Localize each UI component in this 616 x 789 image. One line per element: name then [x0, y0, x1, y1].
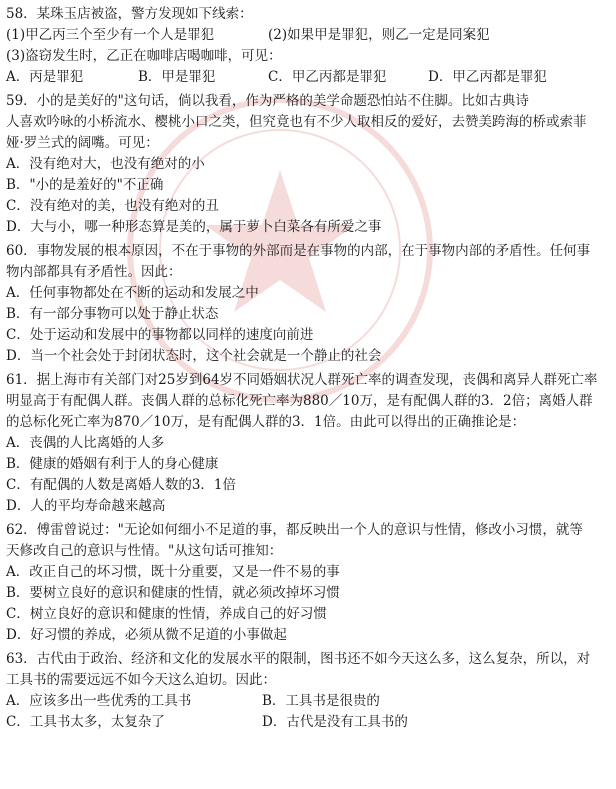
option-c[interactable]: C．树立良好的意识和健康的性情，养成自己的好习惯 — [6, 606, 327, 622]
option-d[interactable]: D．大与小，哪一种形态算是美的，属于萝卜白菜各有所爱之事 — [6, 219, 382, 235]
question-61 — [6, 370, 610, 517]
option-c[interactable]: C．工具书太多，太复杂了 — [6, 714, 165, 730]
option-a[interactable]: A．任何事物都处在不断的运动和发展之中 — [6, 285, 259, 301]
option-d[interactable]: D．好习惯的养成，必须从微不足道的小事做起 — [6, 627, 287, 643]
clue-2: (2)如果甲是罪犯，则乙一定是同案犯 — [268, 27, 490, 43]
question-stem-line: 娅·罗兰式的阔嘴。可见： — [6, 135, 159, 151]
exam-page — [6, 4, 610, 733]
option-b[interactable]: B．工具书是很贵的 — [262, 693, 380, 709]
options-row — [6, 67, 610, 88]
option-d[interactable]: D．人的平均寿命越来越高 — [6, 498, 166, 514]
clue-row — [6, 25, 610, 46]
option-b[interactable]: B．有一部分事物可以处于静止状态 — [6, 306, 219, 322]
question-stem-line: 63．古代由于政治、经济和文化的发展水平的限制，图书还不如今天这么多，这么复杂，所以，对 — [6, 651, 591, 667]
option-a[interactable]: A．改正自己的坏习惯，既十分重要，又是一件不易的事 — [6, 564, 340, 580]
clue-1: (1)甲乙丙三个至少有一个人是罪犯 — [6, 27, 215, 43]
question-stem-line: 天修改自己的意识与性情。"从这句话可推知： — [6, 543, 283, 559]
option-b[interactable]: B．甲是罪犯 — [138, 69, 216, 85]
question-stem-line: 物内部都具有矛盾性。因此： — [6, 264, 182, 280]
question-stem-line: 人喜欢吟咏的小桥流水、樱桃小口之类，但究竟也有不少人取相反的爱好，去赞美跨海的桥或索菲 — [6, 114, 587, 130]
question-stem: 58．某珠玉店被盗，警方发现如下线索： — [6, 6, 253, 22]
question-stem-line: 59．小的是美好的"这句话，倘以我看，作为严格的美学命题恐怕站不住脚。比如古典诗 — [6, 93, 529, 109]
option-a[interactable]: A．丙是罪犯 — [6, 69, 84, 85]
option-c[interactable]: C．有配偶的人数是离婚人数的3．1倍 — [6, 477, 237, 493]
question-stem-line: 61．据上海市有关部门对25岁到64岁不同婚姻状况人群死亡率的调查发现，丧偶和离异人群死亡率 — [6, 372, 598, 388]
question-stem-line: 明显高于有配偶人群。丧偶人群的总标化死亡率为880／10万，是有配偶人群的3．2倍；离婚人群 — [6, 393, 593, 409]
option-a[interactable]: A．没有绝对大，也没有绝对的小 — [6, 156, 205, 172]
clue-3: (3)盗窃发生时，乙正在咖啡店喝咖啡，可见： — [6, 48, 282, 64]
option-c[interactable]: C．没有绝对的美，也没有绝对的丑 — [6, 198, 219, 214]
question-stem-line: 62．傅雷曾说过："无论如何细小不足道的事，都反映出一个人的意识与性情，修改小习惯，就等 — [6, 522, 583, 538]
options-row — [6, 691, 610, 712]
option-c[interactable]: C．处于运动和发展中的事物都以同样的速度向前进 — [6, 327, 314, 343]
question-60 — [6, 241, 610, 367]
options-row — [6, 712, 610, 733]
option-c[interactable]: C．甲乙丙都是罪犯 — [268, 69, 387, 85]
option-a[interactable]: A．应该多出一些优秀的工具书 — [6, 693, 192, 709]
option-b[interactable]: B．健康的婚姻有利于人的身心健康 — [6, 456, 219, 472]
question-stem-line: 60．事物发展的根本原因，不在于事物的外部而是在事物的内部，在于事物内部的矛盾性。任何事 — [6, 243, 591, 259]
option-a[interactable]: A．丧偶的人比离婚的人多 — [6, 435, 165, 451]
option-b[interactable]: B．要树立良好的意识和健康的性情，就必须改掉坏习惯 — [6, 585, 340, 601]
question-stem-line: 工具书的需要远远不如今天这么迫切。因此： — [6, 672, 276, 688]
option-b[interactable]: B．"小的是羞好的"不正确 — [6, 177, 164, 193]
question-63 — [6, 649, 610, 733]
option-d[interactable]: D．古代是没有工具书的 — [262, 714, 408, 730]
option-d[interactable]: D．甲乙丙都是罪犯 — [428, 69, 547, 85]
question-59 — [6, 91, 610, 238]
question-62 — [6, 520, 610, 646]
option-d[interactable]: D．当一个社会处于封闭状态时，这个社会就是一个静止的社会 — [6, 348, 382, 364]
question-stem-line: 的总标化死亡率为870／10万，是有配偶人群的3．1倍。由此可以得出的正确推论是： — [6, 414, 526, 430]
question-58 — [6, 4, 610, 88]
